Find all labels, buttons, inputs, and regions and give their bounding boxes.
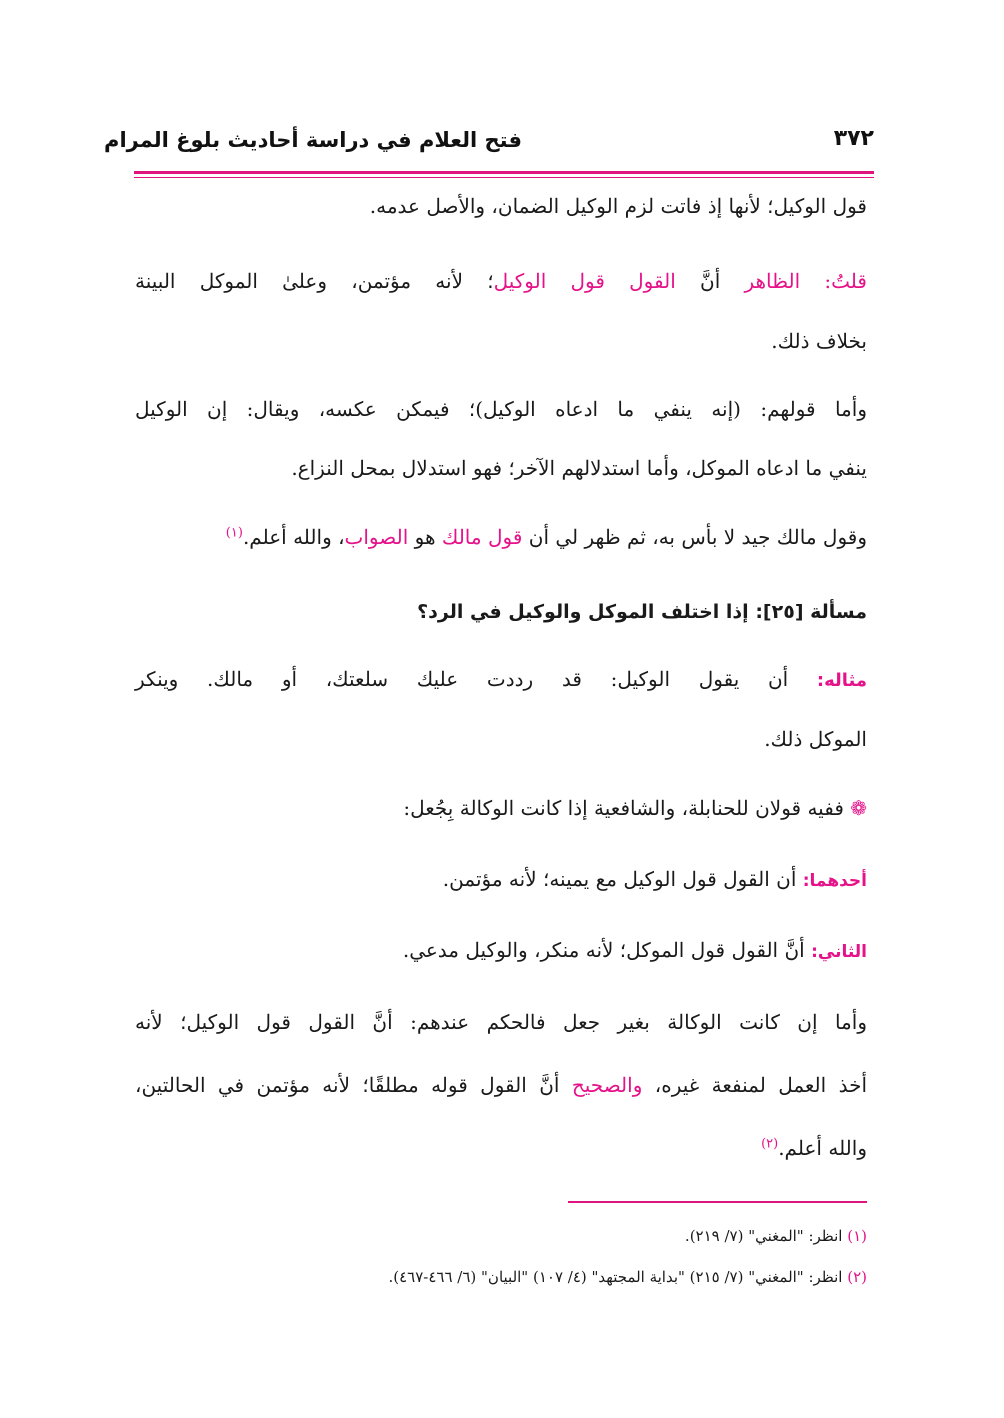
paragraph-5 <box>403 795 867 821</box>
paragraph-6-line-2-start: أخذ العمل لمنفعة غيره، <box>642 1073 868 1097</box>
book-title: فتح العلام في دراسة أحاديث بلوغ المرام <box>104 128 522 152</box>
anna-text: أنَّ <box>675 269 745 293</box>
paragraph-6-line-1-text: وأما إن كانت الوكالة بغير جعل فالحكم عندهم: أنَّ القول قول الوكيل؛ لأنه <box>135 1010 867 1034</box>
footnote-2-text: انظر: "المغني" (٧/ ٢١٥) "بداية المجتهد" (٤/ ١٠٧) "البيان" (٦/ ٤٦٦-٤٦٧). <box>388 1268 848 1286</box>
first-text: أن القول قول الوكيل مع يمينه؛ لأنه مؤتمن. <box>442 867 803 891</box>
footnote-2-mark: (٢) <box>847 1268 867 1286</box>
second-label: الثاني: <box>811 942 867 962</box>
opinion-highlight: القول قول الوكيل <box>493 269 676 293</box>
paragraph-6-line-2 <box>135 1072 867 1098</box>
footnote-1-mark: (١) <box>847 1227 867 1245</box>
paragraph-2-rest: ؛ لأنه مؤتمن، وعلىٰ الموكل البينة <box>135 269 494 293</box>
paragraph-3-line-1-text: وأما قولهم: (إنه ينفي ما ادعاه الوكيل)؛ فيمكن عكسه، ويقال: إن الوكيل <box>135 397 867 421</box>
sahih-highlight: والصحيح <box>571 1073 643 1097</box>
paragraph-1-text: قول الوكيل؛ لأنها إذ فاتت لزم الوكيل الضمان، والأصل عدمه. <box>369 194 867 218</box>
second-text: أنَّ القول قول الموكل؛ لأنه منكر، والوكيل مدعي. <box>402 938 812 962</box>
qult-label: قلتُ: الظاهر <box>744 269 867 293</box>
paragraph-3-line-2-text: ينفي ما ادعاه الموكل، وأما استدلالهم الآخر؛ فهو استدلال بمحل النزاع. <box>291 456 867 480</box>
paragraph-2-line-2 <box>771 328 867 354</box>
example-line-1-text: أن يقول الوكيل: قد رددت عليك سلعتك، أو مالك. وينكر <box>135 667 817 691</box>
page-number: ٣٧٢ <box>833 126 874 151</box>
issue-label: مسألة [٢٥]: <box>755 601 867 623</box>
flower-icon: ❁ <box>850 796 867 820</box>
footnote-2 <box>388 1268 867 1286</box>
issue-title: إذا اختلف الموكل والوكيل في الرد؟ <box>417 601 749 623</box>
example-line-2-text: الموكل ذلك. <box>764 727 867 751</box>
paragraph-4 <box>226 524 867 550</box>
malik-opinion-highlight: قول مالك <box>441 525 523 549</box>
footnote-ref-1[interactable]: (١) <box>225 525 243 541</box>
paragraph-1 <box>370 193 867 219</box>
paragraph-2-line-2-text: بخلاف ذلك. <box>771 329 867 353</box>
paragraph-6-line-1 <box>135 1009 867 1035</box>
first-label: أحدهما: <box>802 871 867 891</box>
example-label: مثاله: <box>816 670 867 691</box>
paragraph-3-line-2 <box>291 455 867 481</box>
paragraph-4-mid: هو <box>408 525 442 549</box>
paragraph-6-line-3-text: والله أعلم. <box>778 1136 867 1160</box>
footnote-divider <box>568 1201 867 1203</box>
paragraph-4-start: وقول مالك جيد لا بأس به، ثم ظهر لي أن <box>522 525 867 549</box>
page-header <box>104 122 874 166</box>
footnote-ref-2[interactable]: (٢) <box>761 1136 779 1152</box>
example-line-2 <box>764 726 867 752</box>
paragraph-6-line-2-end: أنَّ القول قوله مطلقًا؛ لأنه مؤتمن في الحالتين، <box>135 1073 572 1097</box>
footnote-1-text: انظر: "المغني" (٧/ ٢١٩). <box>684 1227 848 1245</box>
correct-highlight: الصواب <box>344 525 409 549</box>
example-line-1 <box>135 666 867 692</box>
paragraph-5-text: ففيه قولان للحنابلة، والشافعية إذا كانت الوكالة بِجُعل: <box>403 796 851 820</box>
paragraph-6-line-3 <box>761 1135 867 1161</box>
issue-heading <box>417 600 867 625</box>
first-opinion <box>443 866 867 892</box>
header-rule-thin <box>134 177 874 178</box>
paragraph-4-end: ، والله أعلم. <box>242 525 345 549</box>
paragraph-2-line-1 <box>135 268 867 294</box>
second-opinion <box>403 937 867 963</box>
paragraph-3-line-1 <box>135 396 867 422</box>
header-rule-thick <box>134 171 874 174</box>
footnote-1 <box>685 1227 867 1245</box>
